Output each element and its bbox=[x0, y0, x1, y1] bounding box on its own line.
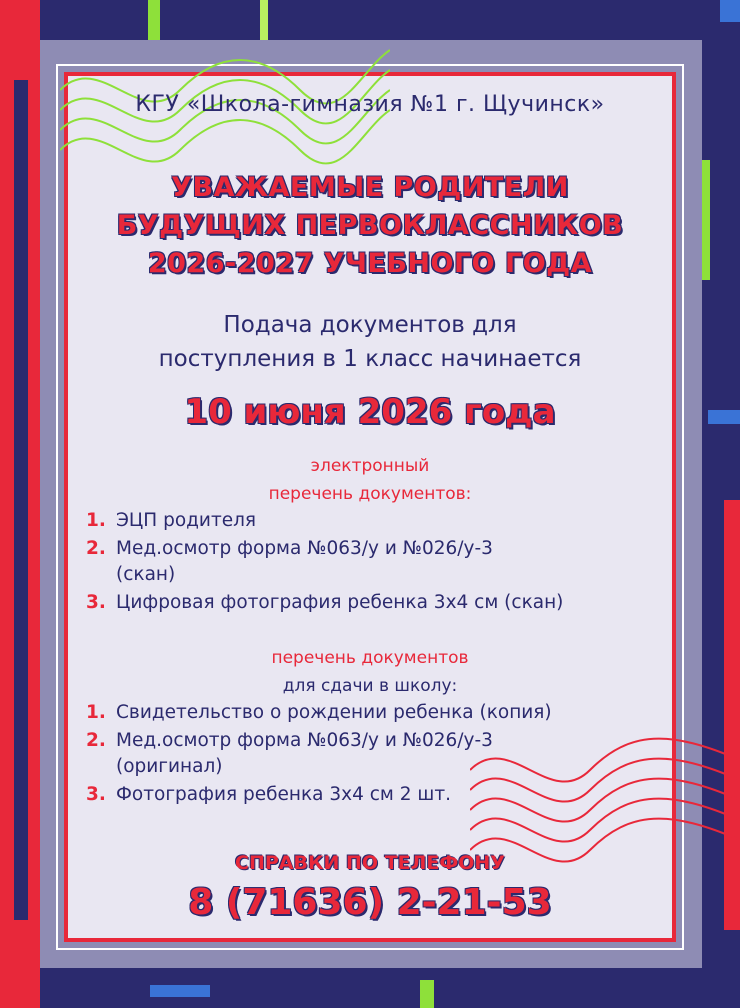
item-number: 3. bbox=[86, 784, 106, 805]
headline-line-1: УВАЖАЕМЫЕ РОДИТЕЛИ bbox=[171, 172, 569, 203]
headline-line-2: БУДУЩИХ ПЕРВОКЛАССНИКОВ bbox=[116, 210, 624, 241]
paper-item-2-continuation: (оригинал) bbox=[116, 756, 223, 777]
paper-item-1 bbox=[86, 702, 552, 723]
item-number: 2. bbox=[86, 730, 106, 751]
item-text: Фотография ребенка 3х4 см 2 шт. bbox=[116, 784, 452, 805]
item-number: 1. bbox=[86, 510, 106, 531]
bg-stripe-green-bottom bbox=[420, 980, 434, 1008]
item-number: 1. bbox=[86, 702, 106, 723]
item-text: Мед.осмотр форма №063/у и №026/у-3 bbox=[116, 538, 493, 559]
electronic-heading-2: перечень документов: bbox=[268, 484, 472, 504]
item-text: Свидетельство о рождении ребенка (копия) bbox=[116, 702, 552, 723]
paper-heading-1: перечень документов bbox=[271, 648, 469, 668]
item-text: Цифровая фотография ребенка 3х4 см (скан) bbox=[116, 592, 564, 613]
school-name: КГУ «Школа-гимназия №1 г. Щучинск» bbox=[135, 92, 605, 117]
electronic-heading-1: электронный bbox=[310, 456, 430, 476]
start-date: 10 июня 2026 года bbox=[184, 392, 556, 432]
submission-line-2: поступления в 1 класс начинается bbox=[158, 346, 582, 372]
paper-heading-2: для сдачи в школу: bbox=[282, 676, 458, 696]
paper-item-2 bbox=[86, 730, 493, 751]
electronic-item-3 bbox=[86, 592, 563, 613]
electronic-item-1 bbox=[86, 510, 256, 531]
submission-line-1: Подача документов для bbox=[223, 312, 517, 338]
paper-item-3 bbox=[86, 784, 451, 805]
bg-stripe-blue-right bbox=[720, 0, 740, 22]
item-text: ЭЦП родителя bbox=[116, 510, 257, 531]
bg-stripe-blue-bottom bbox=[150, 985, 210, 997]
item-number: 3. bbox=[86, 592, 106, 613]
contact-phone: 8 (71636) 2-21-53 bbox=[188, 882, 552, 923]
electronic-item-2 bbox=[86, 538, 493, 559]
electronic-item-2-continuation: (скан) bbox=[116, 564, 176, 585]
item-text: Мед.осмотр форма №063/у и №026/у-3 bbox=[116, 730, 493, 751]
contact-label: СПРАВКИ ПО ТЕЛЕФОНУ bbox=[235, 852, 505, 874]
headline-line-3: 2026-2027 УЧЕБНОГО ГОДА bbox=[147, 248, 593, 279]
item-number: 2. bbox=[86, 538, 106, 559]
